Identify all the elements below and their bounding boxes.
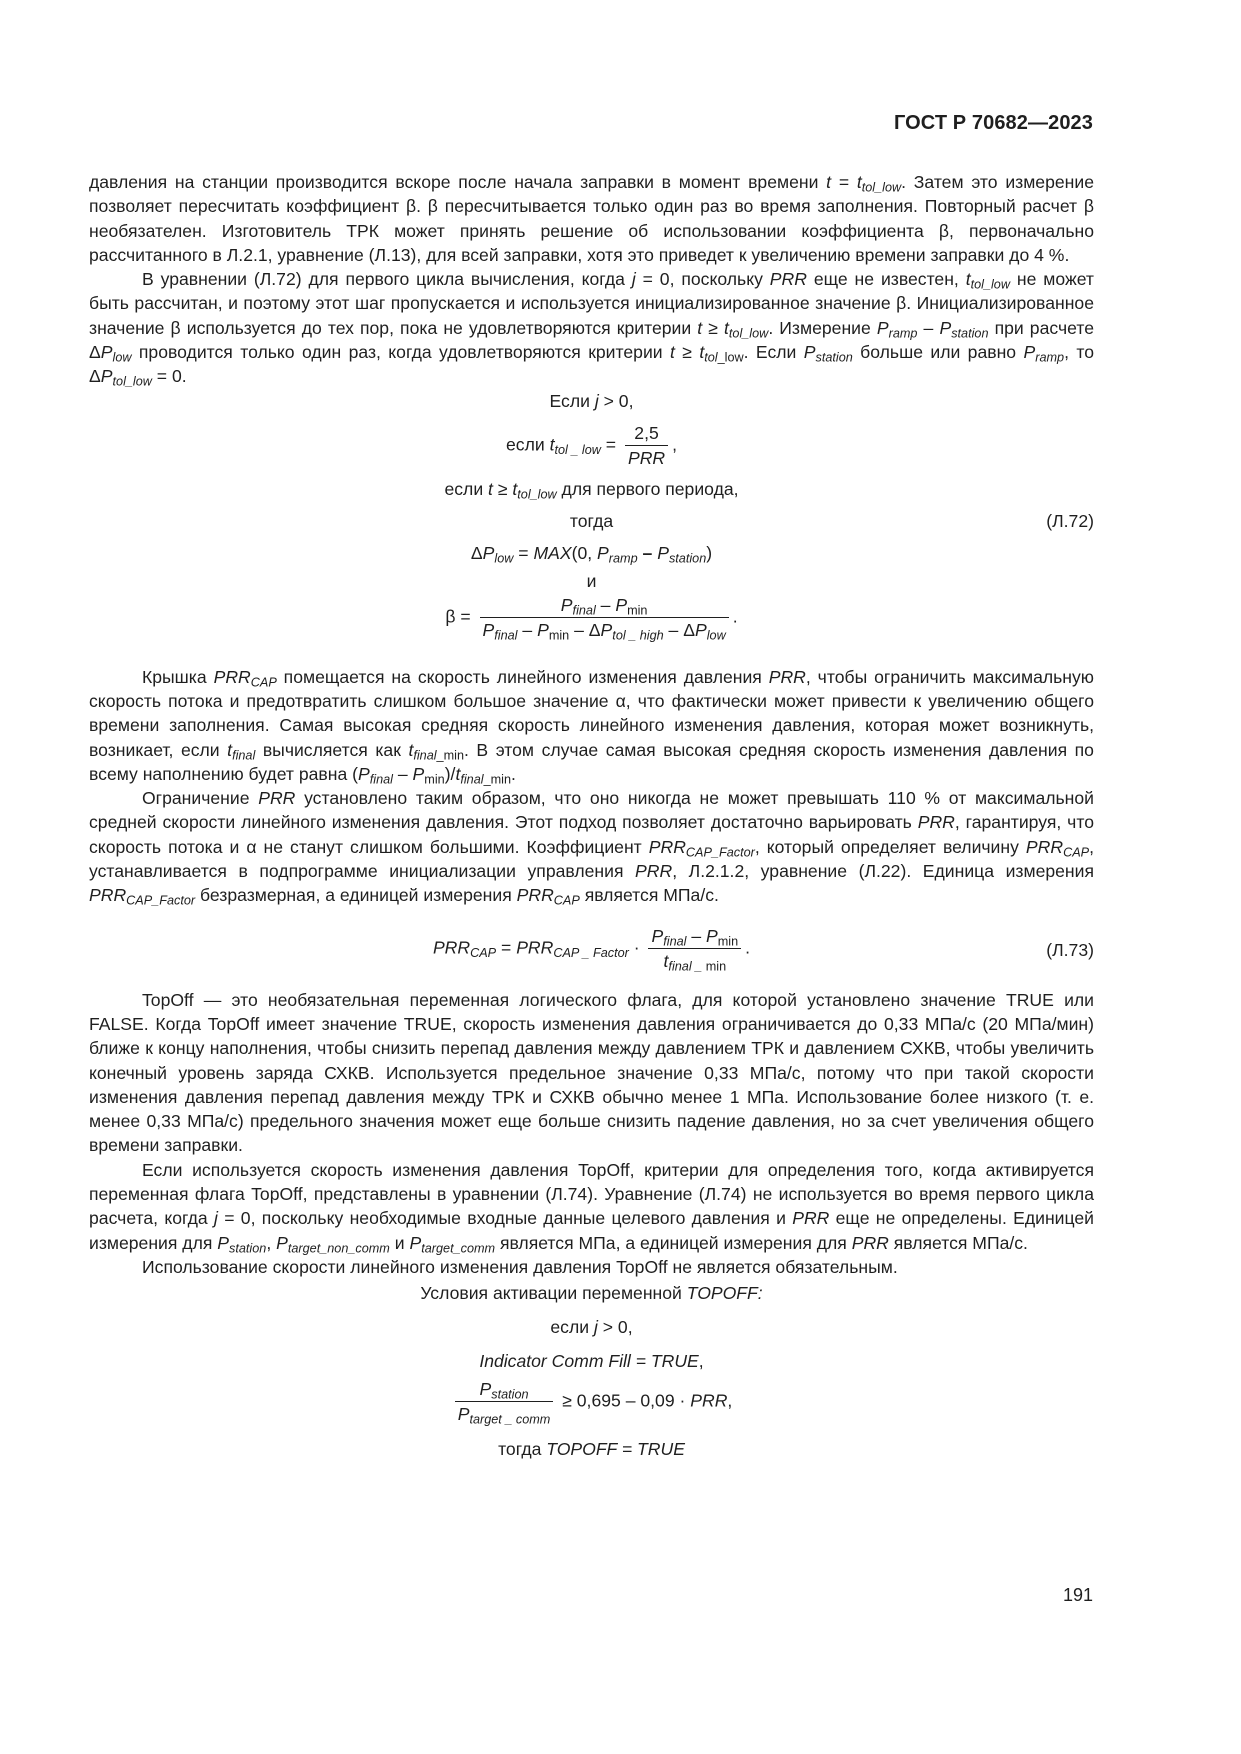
formula-line: если $t_{tol \_ low}$ = $\frac{2,5}{\text{PRR}}$ , xyxy=(505,422,677,468)
paragraph: Если используется скорость изменения давления TopOff, критерии для определения того, когда активируется переменная флага TopOff, представлены в уравнении (Л.74). Уравнение (Л.74) не используется во время первого цикла расчета, когда j = 0, поскольку необходимые входные данные целевого давления и PRR еще не определены. Единицей измерения для $P_{station}$, $P_{target\_non\_comm}$ и $P_{target\_comm}$ является МПа, а единицей измерения для PRR является МПа/с. xyxy=(89,1159,1094,1256)
formula-denominator: PRR xyxy=(625,445,668,469)
formula-numerator: $P_{final} - P_{min}$ xyxy=(651,925,739,949)
formula-condition: если $t \ge t_{tol\_low}$ для первого периода, xyxy=(444,478,739,502)
formula-block-l73: $PRR_{CAP} = PRR_{CAP \_ Factor}$ · $\frac{P_{final} - P_{min}}{t_{final \_ min}}$ . (Л.73) xyxy=(432,925,1094,974)
page-number: 191 xyxy=(1063,1585,1094,1605)
formula-fraction xyxy=(625,423,668,469)
formula-numerator: $P_{station}$ xyxy=(479,1379,529,1402)
formula-fraction xyxy=(480,595,729,641)
document-header: ГОСТ Р 70682—2023 xyxy=(893,112,1093,134)
page-body xyxy=(89,170,1094,1461)
equation-number: (Л.72) xyxy=(1046,510,1094,531)
formula-numerator: $P_{final} - P_{min}$ xyxy=(560,594,648,618)
formula-fraction xyxy=(648,926,741,972)
formula-block-topoff xyxy=(89,1281,1094,1461)
formula-text: если xyxy=(505,434,545,455)
formula-line: β = $\frac{P_{final} - P_{min}}{P_{final} - P_{min} - \Delta P_{tol \_ high} - \Delta P_{low}}$ . xyxy=(445,594,738,643)
paragraph: Крышка $PRR_{CAP}$ помещается на скорость линейного изменения давления PRR, чтобы ограничить максимальную скорость потока и предотвратить слишком большое значение α, что фактически может привести к увеличению общего времени заполнения. Самая высокая средняя скорость линейного изменения давления, которая может возникнуть, возникает, если $t_{final}$ вычисляется как $t_{final\_min}$. В этом случае самая высокая средняя скорость изменения давления по всему наполнению будет равна $(P_{final} - P_{min})/t_{final\_min}$. xyxy=(89,666,1094,787)
formula-line: $\Delta P_{low} = MAX(0$, $P_{ramp} - P_{station}$) xyxy=(470,542,713,566)
paragraph: давления на станции производится вскоре после начала заправки в момент времени $t = t_{tol\_low}$. Затем это измерение позволяет пересчитать коэффициент β. β пересчитывается только один раз во время заполнения. Повторный расчет β необязателен. Изготовитель ТРК может принять решение об использовании коэффициента β, первоначально рассчитанного в Л.2.1, уравнение (Л.13), для всей заправки, хотя это приведет к увеличению времени заправки до 4 %. xyxy=(89,172,1094,265)
formula-denominator: $P_{final} - P_{min} - \Delta P_{tol \_ high} - \Delta P_{low}$ xyxy=(480,617,729,641)
formula-block-l72 xyxy=(89,389,1094,641)
formula-heading: Условия активации переменной TOPOFF: xyxy=(420,1283,763,1304)
formula-condition: Indicator Comm Fill = TRUE, xyxy=(479,1351,704,1372)
formula-line xyxy=(89,509,1094,533)
formula-condition: если j > 0, xyxy=(550,1317,633,1338)
formula-line: $\frac{P_{station}}{P_{target \_ comm}}$ ≥ 0,695 – 0,09 · PRR, xyxy=(89,1379,1094,1425)
paragraph: Ограничение PRR установлено таким образом, что оно никогда не может превышать 110 % от максимальной средней скорости линейного изменения давления. Этот подход позволяет достаточно варьировать PRR, гарантируя, что скорость потока и α не станут слишком большими. Коэффициент $PRR_{CAP\_Factor}$, который определяет величину $PRR_{CAP}$, устанавливается в подпрограмме инициализации управления PRR, Л.2.1.2, уравнение (Л.22). Единица измерения $PRR_{CAP\_Factor}$ безразмерная, а единицей измерения $PRR_{CAP}$ является МПа/с. xyxy=(89,788,1094,908)
formula-numerator: 2,5 xyxy=(634,422,659,443)
paragraph: В уравнении (Л.72) для первого цикла вычисления, когда j = 0, поскольку PRR еще не известен, $t_{tol\_low}$ не может быть рассчитан, и поэтому этот шаг пропускается и используется инициализированное значение β. Инициализированное значение β используется до тех пор, пока не удовлетворяются критерии $t \ge t_{tol\_low}$. Измерение $P_{ramp} - P_{station}$ при расчете $\Delta P_{low}$ проводится только один раз, когда удовлетворяются критерии $t \ge t_{tol\_low}$. Если $P_{station}$ больше или равно $P_{ramp}$, то $\Delta P_{tol\_low} = 0$. xyxy=(89,269,1095,389)
equation-number: (Л.73) xyxy=(1046,939,1094,960)
paragraph: TopOff — это необязательная переменная логического флага, для которой установлено значение TRUE или FALSE. Когда TopOff имеет значение TRUE, скорость изменения давления ограничивается до 0,33 МПа/с (20 МПа/мин) ближе к концу наполнения, чтобы снизить перепад давления между давлением ТРК и давлением СХКВ, чтобы увеличить конечный уровень заряда СХКВ. Используется предельное значение 0,33 МПа/с, потому что при такой скорости изменения давления перепад давления между ТРК и СХКВ обычно менее 1 МПа. Использование более низкого (т. е. менее 0,33 МПа/с) предельного значения может еще больше снизить падение давления, но за счет увеличения общего времени заправки. xyxy=(89,989,1094,1156)
formula-condition: Если j > 0, xyxy=(549,390,634,411)
formula-denominator: $t_{final \_ min}$ xyxy=(648,948,741,972)
formula-denominator: $P_{target \_ comm}$ xyxy=(455,1401,554,1425)
formula-text: и xyxy=(586,570,597,591)
formula-text: тогда xyxy=(569,510,614,531)
formula-fraction xyxy=(455,1379,554,1425)
paragraph: Использование скорости линейного изменения давления TopOff не является обязательным. xyxy=(142,1256,898,1277)
formula-condition: тогда TOPOFF = TRUE xyxy=(498,1439,685,1460)
